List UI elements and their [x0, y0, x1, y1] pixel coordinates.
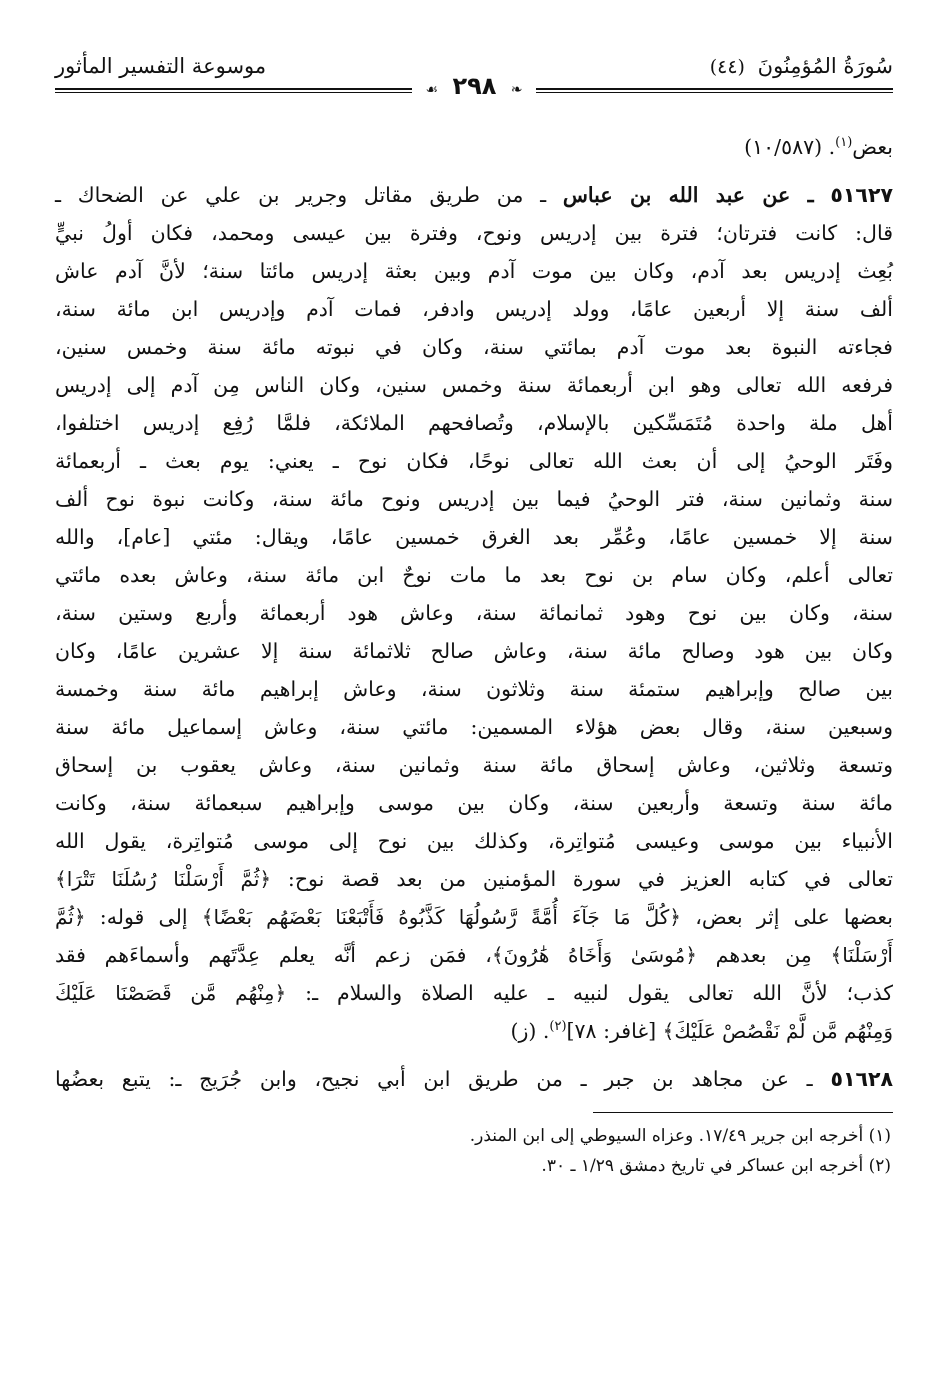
text-fragment: ـ عن مجاهد بن جبر ـ من طريق ابن أبي نجيح، وابن جُرَيج ـ: يتبع بعضُها	[55, 1067, 813, 1091]
text-line	[55, 860, 893, 898]
quran-verse: ﴿مِنْهُم مَّن قَصَصْنَا عَلَيْكَ	[55, 981, 287, 1005]
text-line: سنة، وكان بين نوح وهود ثمانمائة سنة، وعاش هود أربعمائة وأربع وستين سنة،	[55, 601, 893, 625]
text-fragment: . (١٠/٥٨٧)	[744, 135, 836, 159]
text-line: سنة وثمانين سنة، فتر الوحيُ فيما بين إدريس ونوح مائة سنة، وكانت نبوة نوح ألف	[55, 487, 893, 511]
quran-verse: أَرْسَلْنَا﴾	[830, 943, 893, 967]
text-line: ألف سنة إلا أربعين عامًا، وولد إدريس وادفر، فمات آدم وإدريس ابن مائة سنة،	[55, 297, 893, 321]
main-text	[55, 128, 893, 1098]
entry-number: ٥١٦٢٨	[830, 1067, 893, 1091]
narrator: ـ عن عبد الله بن عباس	[562, 183, 814, 207]
text-fragment: ـ من طريق مقاتل وجرير بن علي عن الضحاك ـ	[55, 183, 547, 207]
page-number: ٢٩٨	[452, 72, 497, 100]
text-fragment: تعالى في كتابه العزيز في سورة المؤمنين من بعد قصة نوح:	[287, 867, 893, 891]
text-fragment: مِن بعدهم	[715, 943, 812, 967]
ornament-icon: ☙	[425, 82, 439, 98]
surah-number: (٤٤)	[709, 56, 745, 78]
quran-verse: ﴿ثُمَّ أَرْسَلْنَا رُسُلَنَا تَتْرَا﴾	[55, 867, 272, 891]
footnote: (١) أخرجه ابن جرير ١٧/٤٩. وعزاه السيوطي إلى ابن المنذر.	[469, 1126, 891, 1146]
quran-verse: ﴿كُلَّ مَا جَآءَ أُمَّةً رَّسُولُهَا كَذَّبُوهُ فَأَتْبَعْنَا بَعْضَهُم بَعْضًا﴾	[201, 905, 682, 929]
page-header	[55, 50, 893, 114]
text-line: وتسعة وثلاثين، وعاش إسحاق مائة سنة وثمانين سنة، وعاش يعقوب بن إسحاق	[55, 753, 893, 777]
footnotes	[55, 1121, 893, 1181]
book-title: موسوعة التفسير المأثور	[55, 54, 267, 78]
entry-number: ٥١٦٢٧	[830, 183, 893, 207]
text-line: قال: كانت فترتان؛ فترة بين إدريس ونوح، وفترة بين عيسى ومحمد، فكان أولُ نبيٍّ	[55, 221, 893, 245]
entry-line	[55, 1060, 893, 1098]
quran-verse: ﴿ثُمَّ	[55, 905, 86, 929]
text-line: فجاءته النبوة بعد موت آدم بمائتي سنة، وكان في نبوته مائة سنة وخمس سنين،	[55, 335, 893, 359]
text-line: أهل ملة واحدة مُتَمَسِّكين بالإسلام، وتُصافحهم الملائكة، فلمَّا رُفِع إدريس اختلفوا،	[55, 411, 893, 435]
text-fragment: إلى قوله:	[99, 905, 188, 929]
footnote-divider	[593, 1112, 893, 1113]
text-fragment: بعض	[852, 135, 893, 159]
quran-verse: وَمِنْهُم مَّن لَّمْ نَقْصُصْ عَلَيْكَ﴾	[662, 1019, 893, 1043]
quran-verse: ﴿مُوسَىٰ وَأَخَاهُ هَٰرُونَ﴾	[491, 943, 697, 967]
footnote: (٢) أخرجه ابن عساكر في تاريخ دمشق ١/٢٩ ـ ٣٠.	[541, 1156, 891, 1176]
text-line: سنة إلا خمسين عامًا، وعُمِّر بعد الغرق خمسين عامًا، ويقال: مئتي [عام]، والله	[55, 525, 893, 549]
text-line	[55, 936, 893, 974]
text-line: بين صالح وإبراهيم ستمئة سنة وثلاثون سنة، وعاش إبراهيم مائة سنة وخمسة	[55, 677, 893, 701]
text-line	[55, 974, 893, 1012]
verse-citation: [غافر: ٧٨]	[566, 1019, 657, 1043]
footnote-ref: (٢)	[549, 1019, 567, 1035]
text-line: وسبعين سنة، وقال بعض هؤلاء المسمين: مائتي سنة، وعاش إسماعيل مائة سنة	[55, 715, 893, 739]
text-line	[55, 898, 893, 936]
text-line: وفَتَر الوحيُ إلى أن بعث الله تعالى نوحًا، فكان نوح ـ يعني: يوم بعث ـ أربعمائة	[55, 449, 893, 473]
ornament-icon: ❧	[510, 82, 523, 98]
text-line: فرفعه الله تعالى وهو ابن أربعمائة سنة وخمس سنين، وكان الناس مِن آدم إلى إدريس	[55, 373, 893, 397]
surah-name: سُورَةُ المُؤمِنُونَ	[757, 54, 893, 78]
text-fragment: بعضها على إثر بعض،	[695, 905, 893, 929]
footnote-ref: (١)	[835, 135, 853, 151]
text-line: وكان بين هود وصالح مائة سنة، وعاش صالح ثلاثمائة سنة إلا عشرين عامًا، وكان	[55, 639, 893, 663]
page-number-wrap	[55, 72, 893, 100]
text-fragment: . (ز)	[510, 1019, 550, 1043]
text-fragment: كذب؛ لأنَّ الله تعالى يقول لنبيه ـ عليه الصلاة والسلام ـ:	[305, 981, 893, 1005]
text-line: تعالى أعلم، وكان سام بن نوح بعد ما مات نوحٌ ابن مائة سنة، وعاش بعده مائتي	[55, 563, 893, 587]
text-line	[55, 1012, 893, 1050]
text-line	[55, 128, 893, 166]
page-number-box	[412, 72, 537, 100]
text-fragment: ، فمَن زعم أنَّه يعلم عِدَّتَهم وأسماءَهم فقد	[55, 943, 492, 967]
entry-line	[55, 176, 893, 214]
text-line: الأنبياء بين موسى وعيسى مُتواتِرة، وكذلك بين نوح إلى موسى مُتواتِرة، يقول الله	[55, 829, 893, 853]
text-line: مائة سنة وتسعة وأربعين سنة، وكان بين موسى وإبراهيم سبعمائة سنة، وكانت	[55, 791, 893, 815]
text-line: بُعِث إدريس بعد آدم، وكان بين موت آدم وبين بعثة إدريس مائتا سنة؛ لأنَّ آدم عاش	[55, 259, 893, 283]
